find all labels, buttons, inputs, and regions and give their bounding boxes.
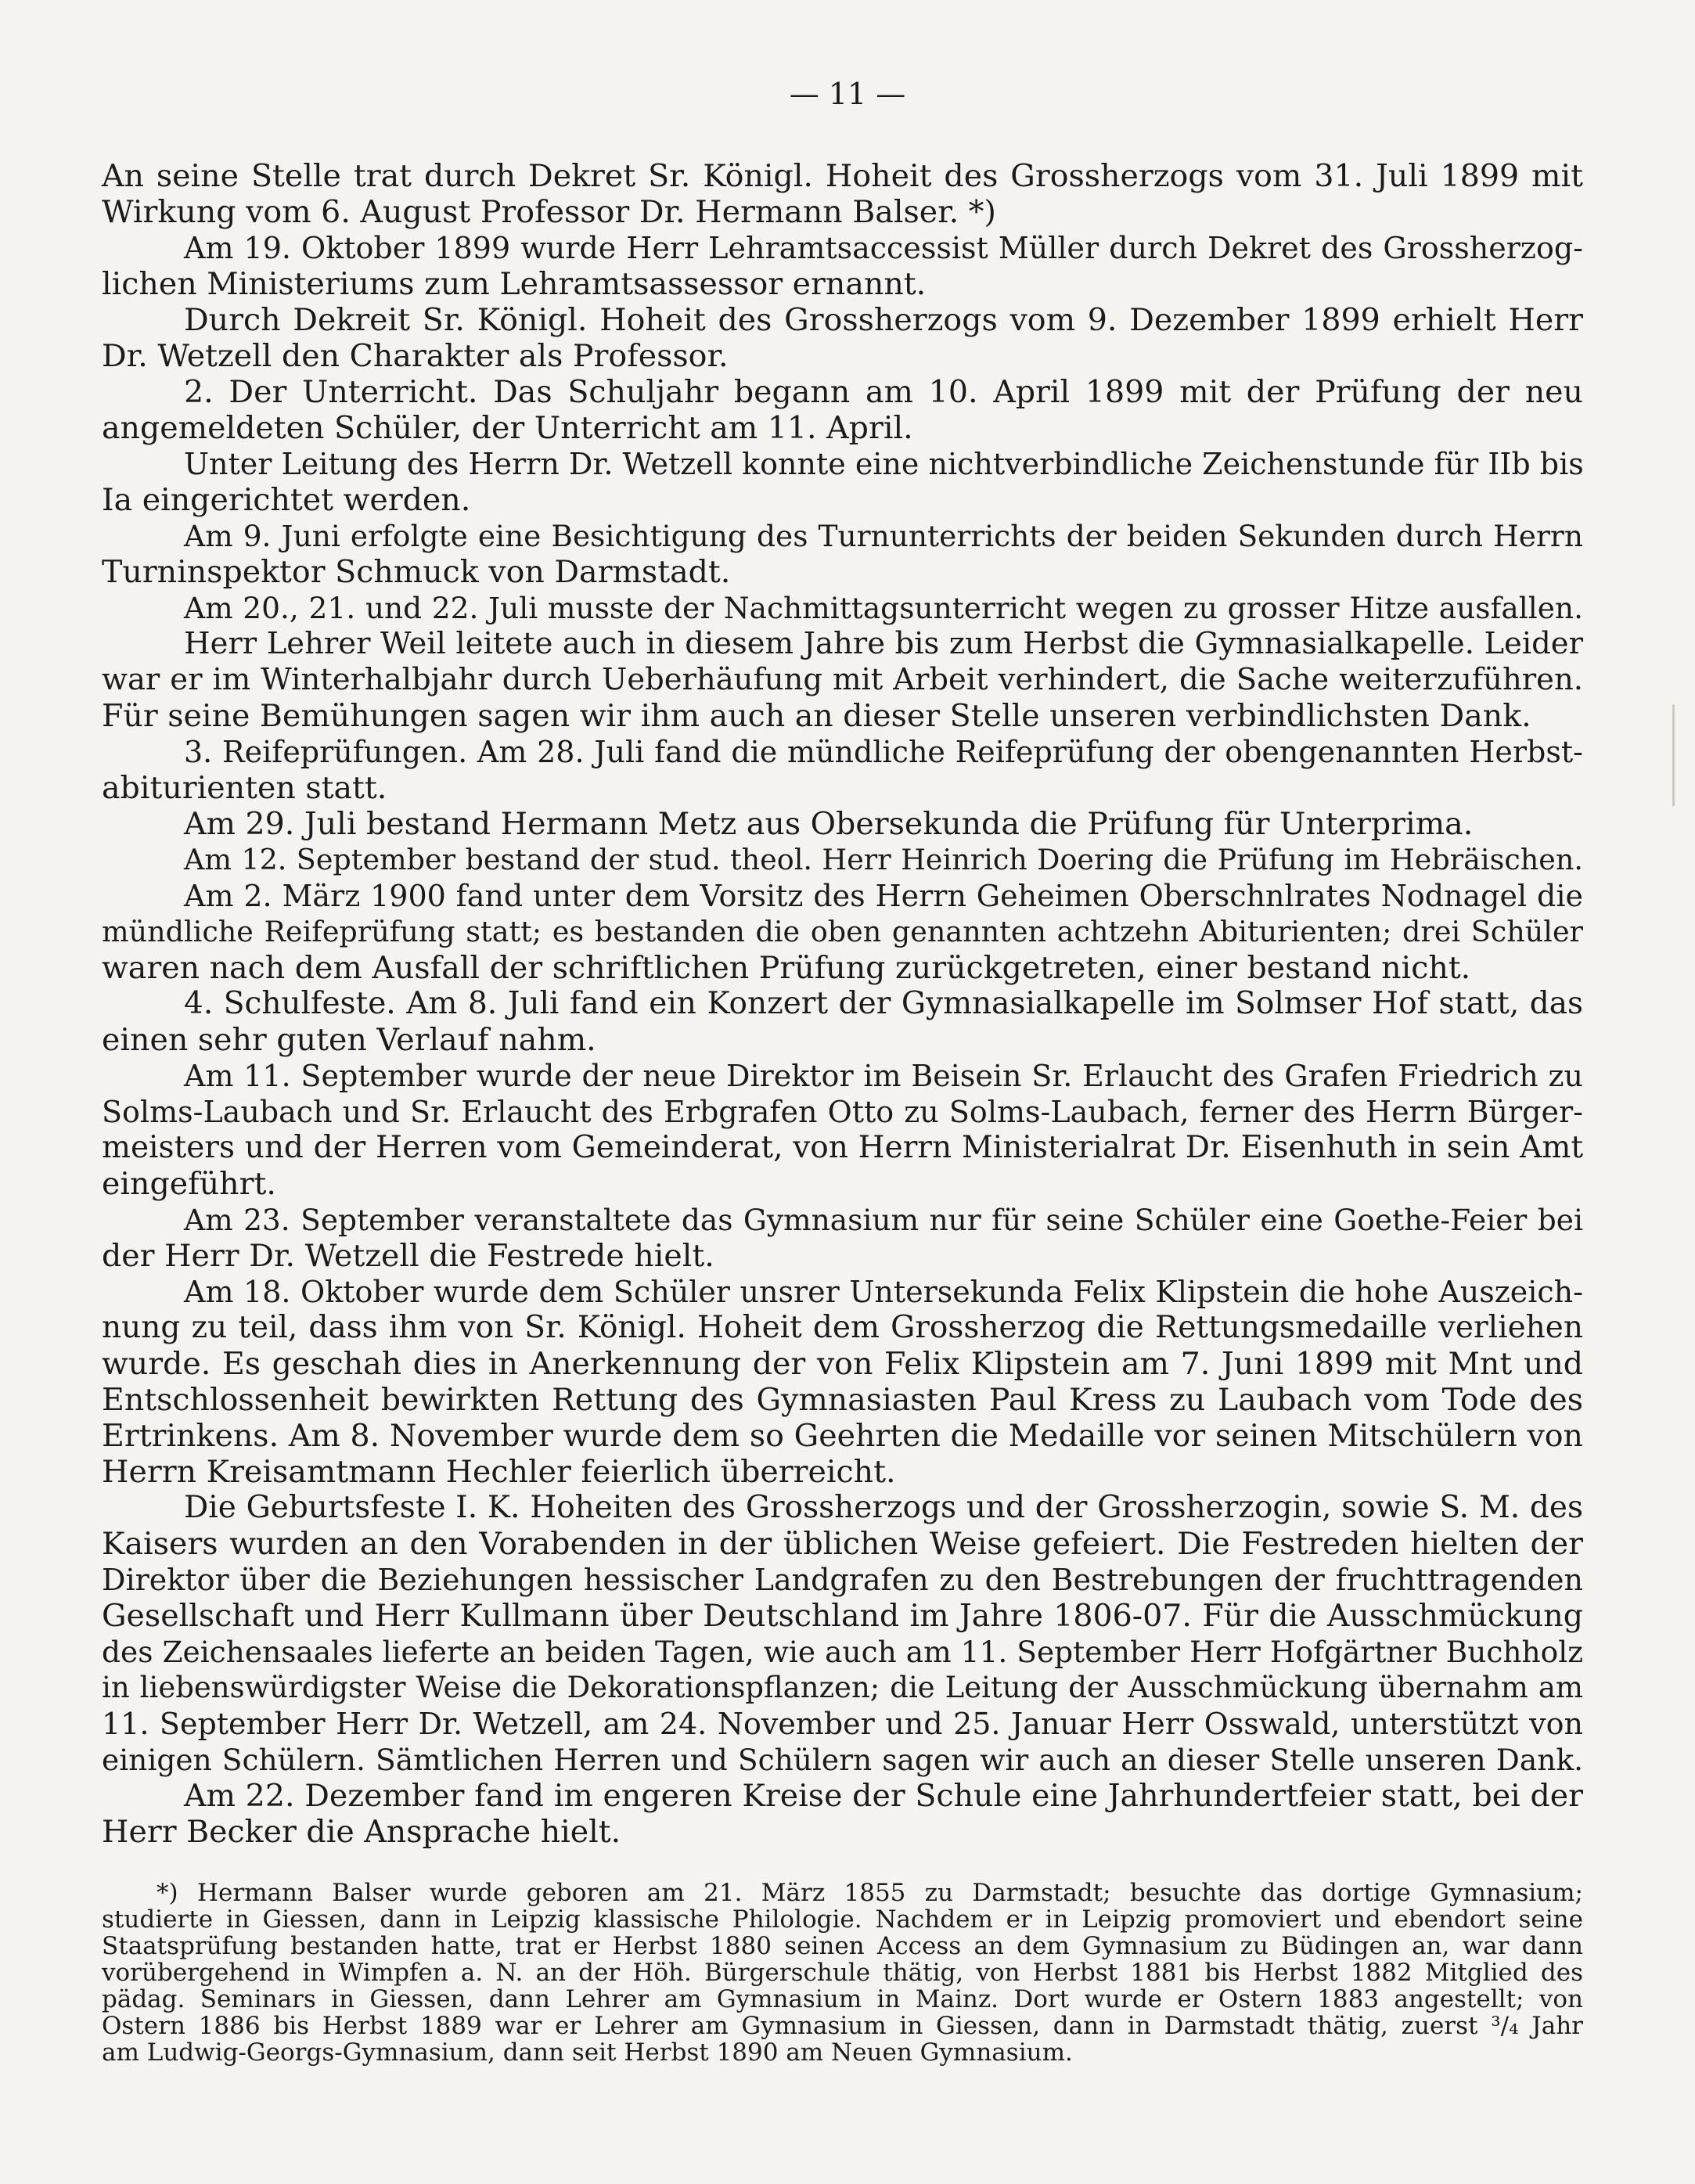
text-line: Am 20., 21. und 22. Juli musste der Nachmittagsunterricht wegen zu grosser Hitze ausfallen. [184,591,1583,625]
text-line: Gesellschaft und Herr Kullmann über Deutschland im Jahre 1806-07. Für die Ausschmückung [102,1598,1583,1634]
footnote-line: am Ludwig-Georgs-Gymnasium, dann seit Herbst 1890 am Neuen Gymnasium. [102,2038,1073,2067]
text-line: Kaisers wurden an den Vorabenden in der üblichen Weise gefeiert. Die Festreden hielten der [102,1526,1583,1562]
text-line: Ertrinkens. Am 8. November wurde dem so Geehrten die Medaille vor seinen Mitschülern von [102,1418,1583,1454]
text-line: meisters und der Herren vom Gemeinderat, von Herrn Ministerialrat Dr. Eisenhuth in sein Amt [102,1130,1583,1165]
text-line: Durch Dekreit Sr. Königl. Hoheit des Grossherzogs vom 9. Dezember 1899 erhielt Herr [184,302,1583,338]
footnote-line: vorübergehend in Wimpfen a. N. an der Höh. Bürgerschule thätig, von Herbst 1881 bis Herbst 1882 Mitglied des [102,1959,1583,1987]
text-line: waren nach dem Ausfall der schriftlichen Prüfung zurückgetreten, einer bestand nicht. [102,950,1471,986]
text-line: abiturienten statt. [102,770,387,806]
text-line: Solms-Laubach und Sr. Erlaucht des Erbgrafen Otto zu Solms-Laubach, ferner des Herrn Bürger- [102,1095,1583,1129]
text-line: einen sehr guten Verlauf nahm. [102,1022,596,1058]
text-line: Entschlossenheit bewirkten Rettung des Gymnasiasten Paul Kress zu Laubach vom Tode des [102,1382,1583,1418]
margin-mark [1672,704,1675,806]
footnote-line: pädag. Seminars in Giessen, dann Lehrer am Gymnasium in Mainz. Dort wurde er Ostern 1883 angestellt; von [102,1985,1583,2013]
text-line: Dr. Wetzell den Charakter als Professor. [102,338,729,374]
text-line: nung zu teil, dass ihm von Sr. Königl. Hoheit dem Grossherzog die Rettungsmedaille verliehen [102,1310,1583,1345]
text-line: Die Geburtsfeste I. K. Hoheiten des Grossherzogs und der Grossherzogin, sowie S. M. des [184,1490,1583,1525]
text-line: Turninspektor Schmuck von Darmstadt. [102,554,731,590]
text-line: Direktor über die Beziehungen hessischer Landgrafen zu den Bestrebungen der fruchttragenden [102,1563,1583,1597]
footnote-line: *) Hermann Balser wurde geboren am 21. März 1855 zu Darmstadt; besuchte das dortige Gymnasium; [157,1879,1583,1907]
text-line: Am 11. September wurde der neue Direktor im Beisein Sr. Erlaucht des Grafen Friedrich zu [184,1059,1583,1093]
text-line: Am 18. Oktober wurde dem Schüler unsrer Untersekunda Felix Klipstein die hohe Auszeich- [184,1275,1583,1309]
text-line: Herr Becker die Ansprache hielt. [102,1814,621,1850]
text-line: einigen Schülern. Sämtlichen Herren und Schülern sagen wir auch an dieser Stelle unseren Dank. [102,1743,1583,1777]
footnote-line: Ostern 1886 bis Herbst 1889 war er Lehrer am Gymnasium in Giessen, dann in Darmstadt thätig, zuerst ³/₄ Jahr [102,2012,1583,2040]
footnote-line: Staatsprüfung bestanden hatte, trat er Herbst 1880 seinen Access an dem Gymnasium zu Büdingen an, war dann [102,1932,1583,1960]
text-line: der Herr Dr. Wetzell die Festrede hielt. [102,1238,714,1274]
text-line: war er im Winterhalbjahr durch Ueberhäufung mit Arbeit verhindert, die Sache weiterzuführen. [102,662,1583,697]
text-line: Für seine Bemühungen sagen wir ihm auch an dieser Stelle unseren verbindlichsten Dank. [102,698,1531,734]
footnote-line: studierte in Giessen, dann in Leipzig klassische Philologie. Nachdem er in Leipzig promoviert und ebendort seine [102,1905,1583,1934]
text-line: Herr Lehrer Weil leitete auch in diesem Jahre bis zum Herbst die Gymnasialkapelle. Leider [184,626,1583,661]
text-line: Herrn Kreisamtmann Hechler feierlich überreicht. [102,1454,896,1490]
text-line: Am 2. März 1900 fand unter dem Vorsitz des Herrn Geheimen Oberschnlrates Nodnagel die [184,879,1583,913]
text-line: Am 12. September bestand der stud. theol. Herr Heinrich Doering die Prüfung im Hebräischen. [184,843,1583,876]
section-heading-reifepruefungen: 3. Reifeprüfungen. Am 28. Juli fand die mündliche Reifeprüfung der obengenannten Herbst- [184,735,1583,769]
text-line: Am 19. Oktober 1899 wurde Herr Lehramtsaccessist Müller durch Dekret des Grossherzog- [184,231,1583,265]
text-line: mündliche Reifeprüfung statt; es bestanden die oben genannten achtzehn Abiturienten; drei Schüler [102,915,1583,948]
section-heading-schulfeste: 4. Schulfeste. Am 8. Juli fand ein Konzert der Gymnasialkapelle im Solmser Hof statt, das [184,986,1583,1021]
text-line: Ia eingerichtet werden. [102,482,471,518]
text-line: Unter Leitung des Herrn Dr. Wetzell konnte eine nichtverbindliche Zeichenstunde für IIb bis [184,447,1584,481]
page-number: — 11 — [789,77,906,111]
text-line: in liebenswürdigster Weise die Dekorationspflanzen; die Leitung der Ausschmückung übernahm am [102,1671,1583,1704]
text-line: Am 23. September veranstaltete das Gymnasium nur für seine Schüler eine Goethe-Feier bei [184,1203,1583,1237]
text-line: 11. September Herr Dr. Wetzell, am 24. November und 25. Januar Herr Osswald, unterstützt von [102,1707,1583,1741]
text-line: Wirkung vom 6. August Professor Dr. Hermann Balser. *) [102,194,996,230]
text-line: wurde. Es geschah dies in Anerkennung der von Felix Klipstein am 7. Juni 1899 mit Mnt und [102,1346,1583,1382]
text-line: angemeldeten Schüler, der Unterricht am 11. April. [102,410,913,446]
text-line: lichen Ministeriums zum Lehramtsassessor ernannt. [102,266,927,302]
text-line: Am 29. Juli bestand Hermann Metz aus Obersekunda die Prüfung für Unterprima. [184,806,1474,842]
section-heading-unterricht: 2. Der Unterricht. Das Schuljahr begann am 10. April 1899 mit der Prüfung der neu [184,374,1583,410]
text-line: des Zeichensaales lieferte an beiden Tagen, wie auch am 11. September Herr Hofgärtner Buchholz [102,1635,1583,1669]
text-line: Am 9. Juni erfolgte eine Besichtigung des Turnunterrichts der beiden Sekunden durch Herrn [184,519,1583,553]
text-line: eingeführt. [102,1166,276,1202]
text-line: An seine Stelle trat durch Dekret Sr. Königl. Hoheit des Grossherzogs vom 31. Juli 1899 mit [102,158,1583,194]
text-line: Am 22. Dezember fand im engeren Kreise der Schule eine Jahrhundertfeier statt, bei der [184,1778,1583,1814]
